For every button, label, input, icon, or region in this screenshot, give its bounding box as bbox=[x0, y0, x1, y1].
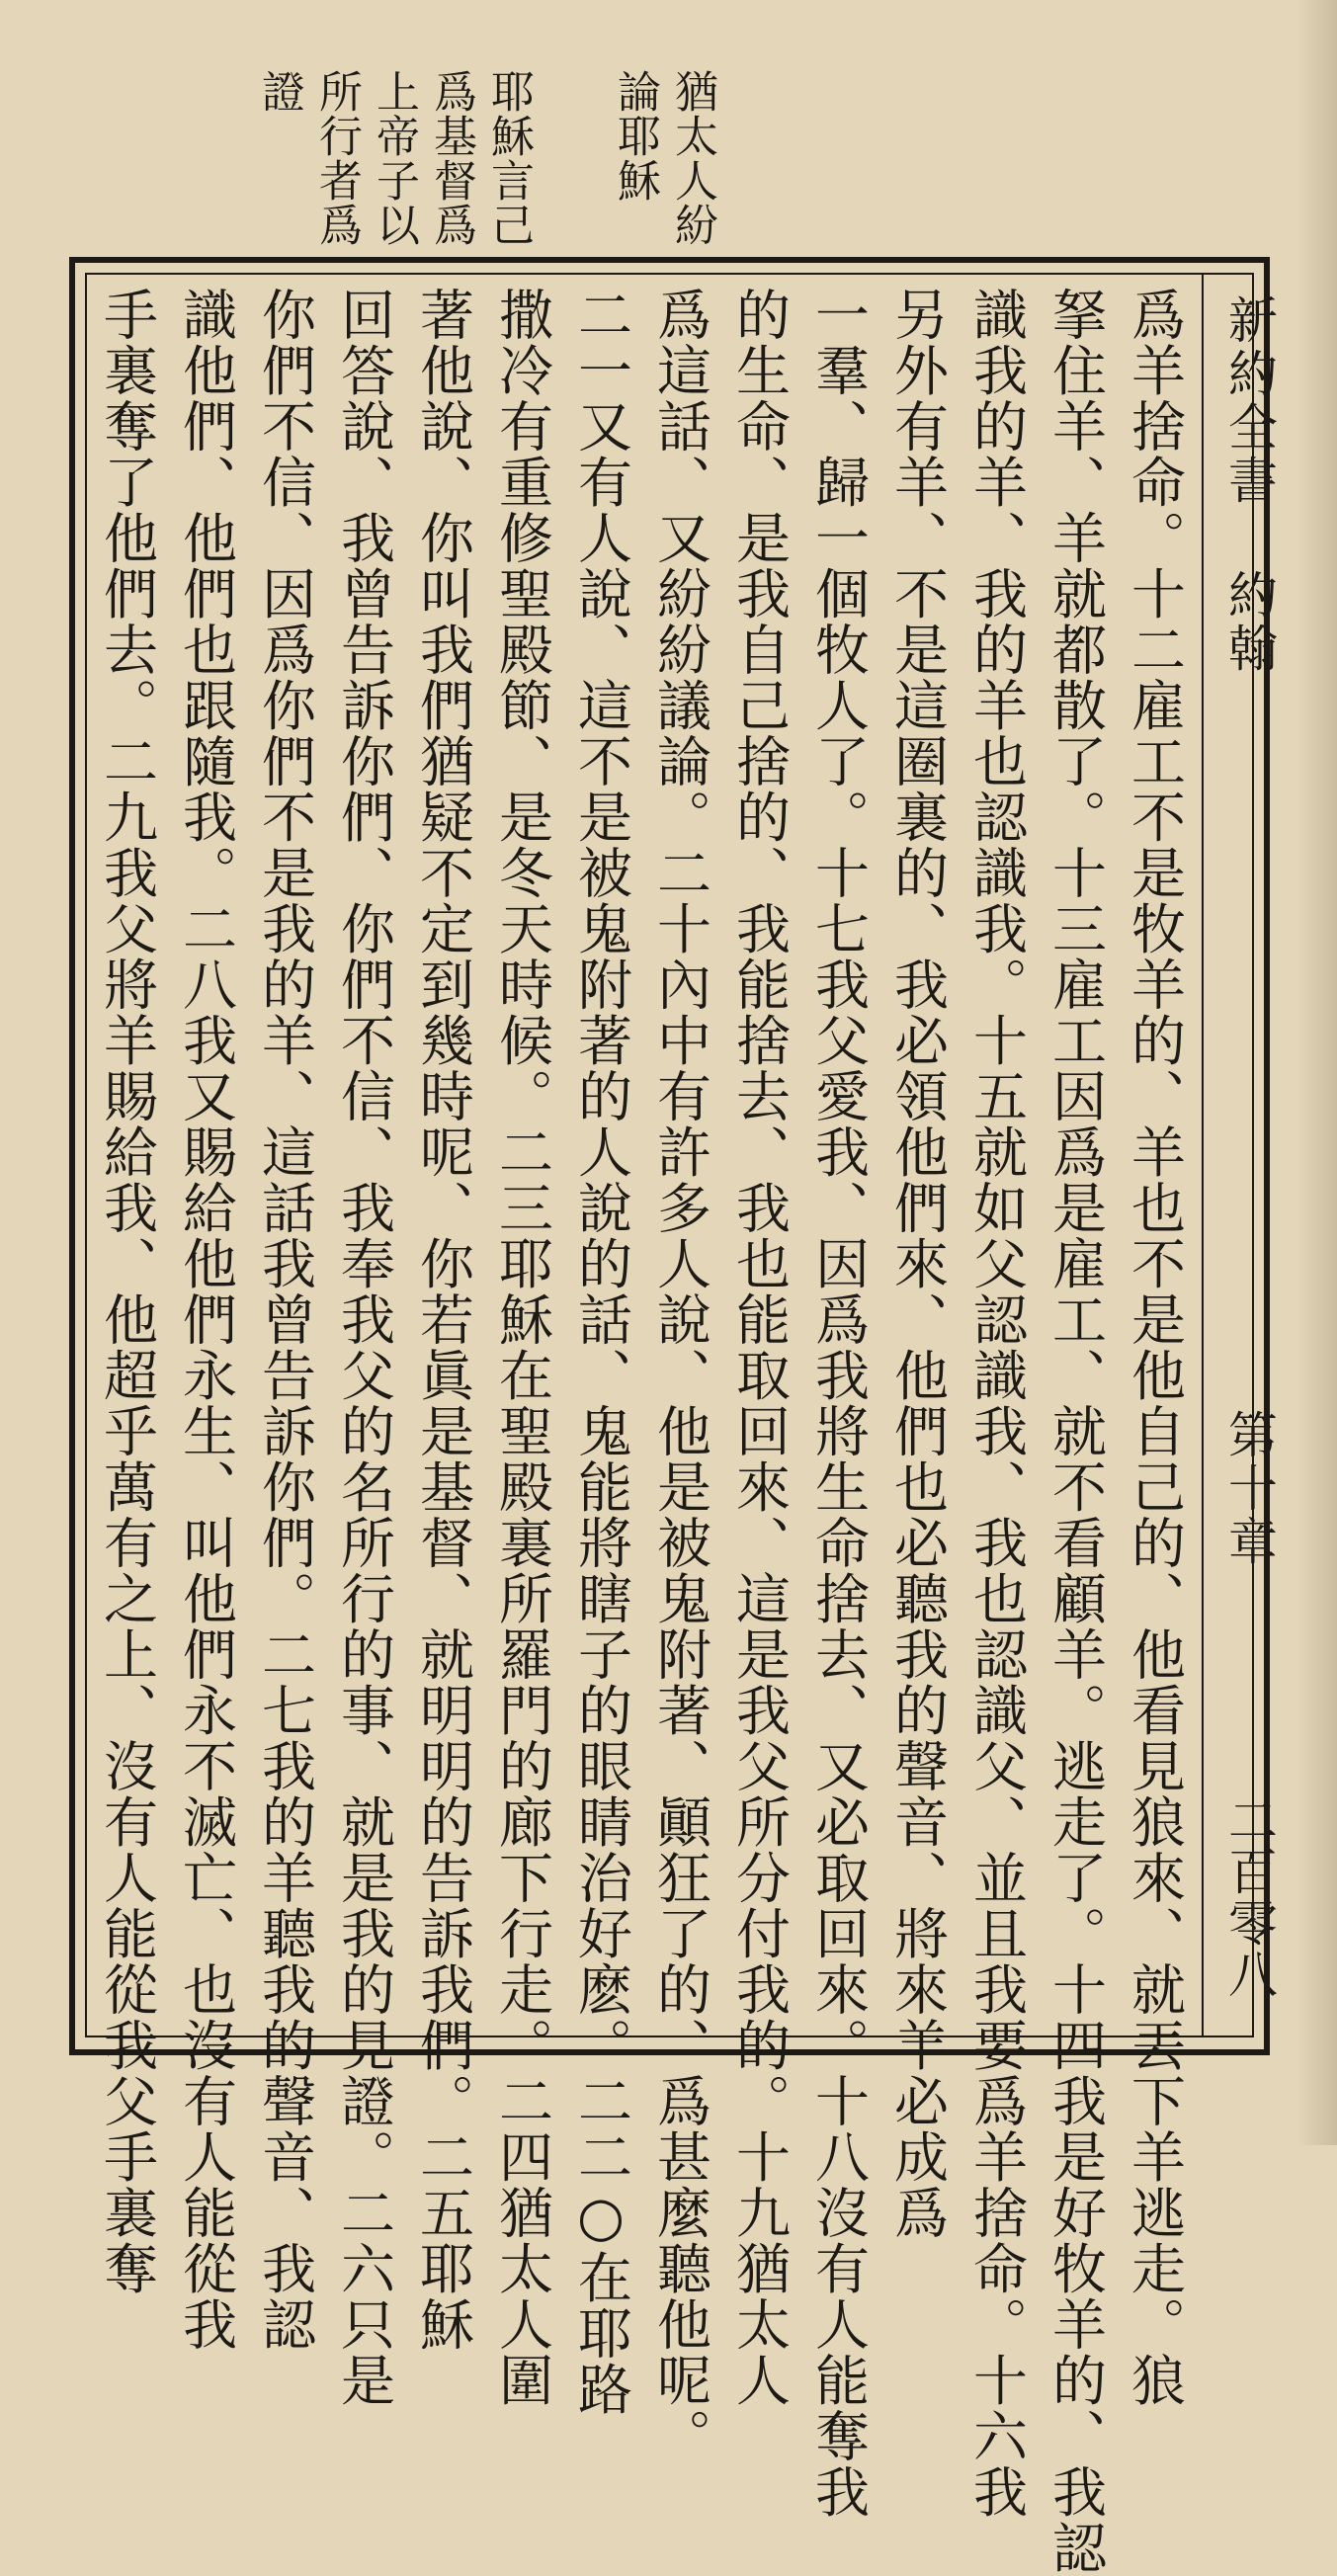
text-line: 爲羊捨命。十二雇工不是牧羊的、羊也不是他自己的、他看見狼來、就丟下羊逃走。狼 bbox=[1123, 287, 1186, 2408]
text-line: 爲這話、又紛紛議論。二十內中有許多人說、他是被鬼附著、顚狂了的、爲甚麼聽他呢。 bbox=[648, 287, 711, 2464]
marginal-note-line: 論耶穌 bbox=[610, 69, 660, 203]
marginal-note-line: 所行者爲 bbox=[311, 69, 362, 247]
text-line: 撒冷有重修聖殿節、是冬天時候。二三耶穌在聖殿裏所羅門的廊下行走。二四猶太人圍 bbox=[490, 287, 553, 2408]
running-header bbox=[1202, 273, 1278, 2037]
marginal-note-line: 爲基督爲 bbox=[426, 69, 476, 247]
text-line: 手裏奪了他們去。二九我父將羊賜給我、他超乎萬有之上、沒有人能從我父手裏奪 bbox=[95, 287, 158, 2296]
text-line: 識他們、他們也跟隨我。二八我又賜給他們永生、叫他們永不滅亡、也沒有人能從我 bbox=[174, 287, 237, 2353]
marginal-note-testimony bbox=[253, 69, 534, 247]
book-title: 新約全書 bbox=[1220, 294, 1278, 508]
text-line: 你們不信、因爲你們不是我的羊、這話我曾告訴你們。二七我的羊聽我的聲音、我認 bbox=[253, 287, 316, 2353]
text-line: 識我的羊、我的羊也認識我。十五就如父認識我、我也認識父、並且我要爲羊捨命。十六我 bbox=[964, 287, 1028, 2520]
text-line: 另外有羊、不是這圈裏的、我必領他們來、他們也必聽我的聲音、將來羊必成爲 bbox=[885, 287, 949, 2241]
marginal-note-line: 證 bbox=[254, 69, 304, 114]
text-line: 二一又有人說、這不是被鬼附著的人說的話、鬼能將瞎子的眼睛治好麽。二二○在耶路 bbox=[569, 287, 632, 2417]
scripture-body bbox=[95, 287, 1194, 2576]
text-line: 的生命、是我自己捨的、我能捨去、我也能取回來、這是我父所分付我的。十九猶太人 bbox=[727, 287, 791, 2408]
marginal-note-line: 猶太人紛 bbox=[667, 69, 717, 247]
chapter-label: 第十章 bbox=[1220, 1409, 1278, 1569]
text-line: 著他說、你叫我們猶疑不定到幾時呢、你若眞是基督、就明明的告訴我們。二五耶穌 bbox=[411, 287, 474, 2353]
marginal-note-line: 耶穌言己 bbox=[483, 69, 534, 247]
text-line: 一羣、歸一個牧人了。十七我父愛我、因爲我將生命捨去、又必取回來。十八沒有人能奪我 bbox=[806, 287, 870, 2520]
page-number: 二百零八 bbox=[1220, 1794, 1278, 2000]
section-title: 約翰 bbox=[1220, 569, 1278, 676]
marginal-note-jews-dispute bbox=[609, 69, 717, 247]
marginal-note-line: 上帝子以 bbox=[369, 69, 419, 247]
page-edge-shadow bbox=[1297, 0, 1337, 2145]
text-line: 回答說、我曾告訴你們、你們不信、我奉我父的名所行的事、就是我的見證。二六只是 bbox=[332, 287, 395, 2408]
text-line: 拏住羊、羊就都散了。十三雇工因爲是雇工、就不看顧羊。逃走了。十四我是好牧羊的、我認 bbox=[1044, 287, 1107, 2576]
